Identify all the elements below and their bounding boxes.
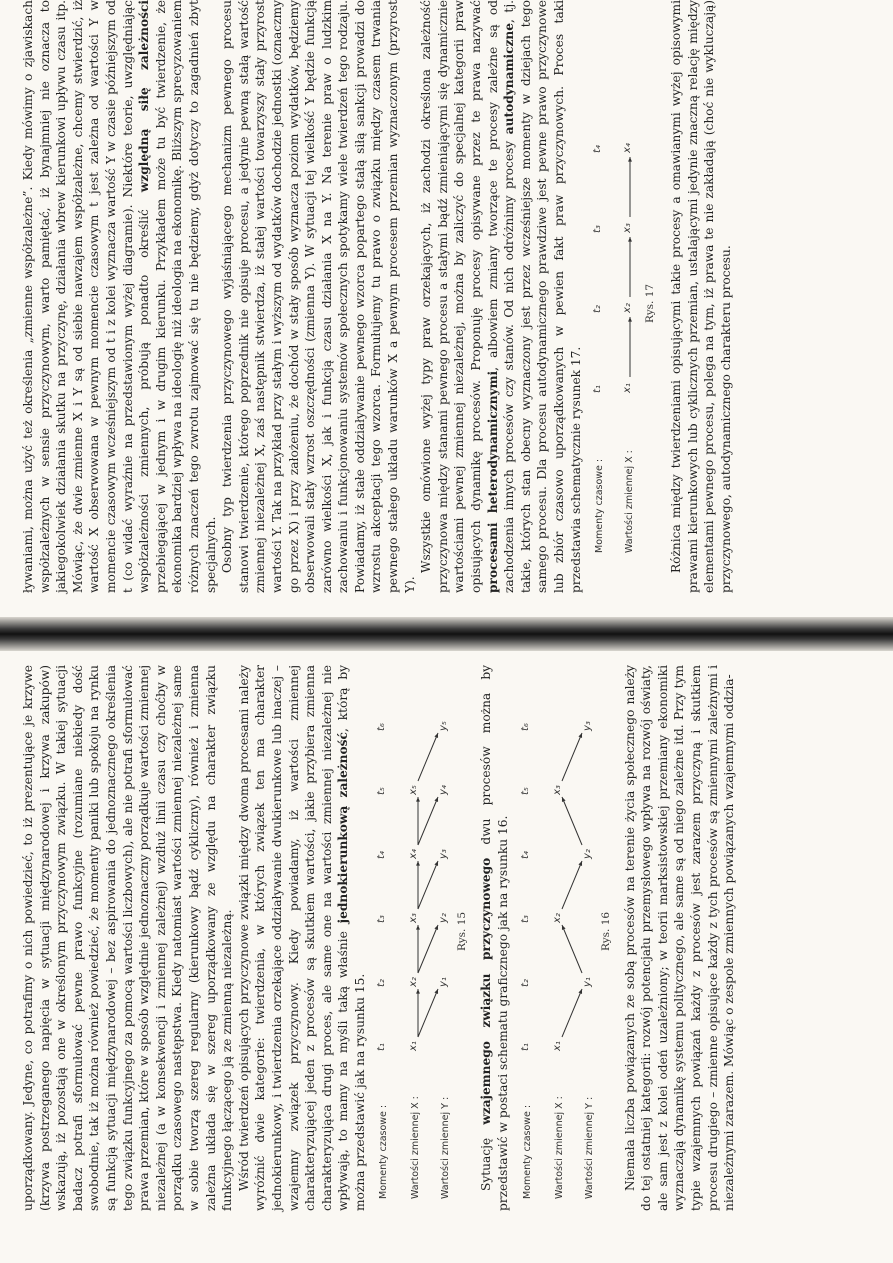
fig15-x-2: x₂: [408, 977, 420, 987]
fig17-arrow-1-head: [628, 317, 632, 322]
fig16-y-2: y₂: [581, 849, 593, 859]
right-paragraph-3-a: Wszystkie omówione wyżej typy praw orzekających, iż zachodzi określona zależność przyczynowa między stanami pewnego procesu a stałymi bądź zmieniającymi się dynamicznie wartościami pewnej zmiennej niezależnej, można by zaliczyć do specjalnej kategorii praw opisujących dynamikę procesów. Proponuję procesy opisywane przez te prawa nazywać: [419, 0, 484, 593]
right-paragraph-3-end: , tj. takie, których stan obecny wyznaczony jest przez wcześniejsze momenty w dziejach tego samego procesu. Dla procesu autodynamicznego prawdziwe jest pewne prawo przyczynowe lub zbiór czasowo uporządkowanych w pewien fakt praw przyczynowych. Proces taki przedstawia schematycznie rysunek 17.: [502, 0, 583, 593]
fig15-x-label: Wartości zmiennej X :: [410, 1096, 422, 1199]
fig15-caption: Rys. 15: [456, 911, 469, 951]
fig15-y-5: y₅: [438, 721, 450, 731]
fig16-time-1: t₁: [519, 1043, 531, 1051]
fig16-arrow-x3-y-head: [578, 733, 582, 738]
right-paragraph-3: [418, 0, 584, 593]
fig17-time-label: Momenty czasowe :: [594, 458, 606, 553]
fig15-arrow-x5-head: [435, 733, 439, 738]
fig15-arrow-x1-head: [435, 989, 439, 994]
fig16-y-label: Wartości zmiennej Y :: [583, 1096, 595, 1199]
fig15-y-4: y₄: [438, 785, 450, 795]
right-paragraph-1-bold: względną siłę zależności: [137, 0, 152, 193]
fig16-x-label: Wartości zmiennej X :: [553, 1096, 565, 1199]
fig16-arrow-x3-y: [562, 733, 582, 781]
fig15-y-1: y₁: [438, 977, 450, 987]
fig15-y-label: Wartości zmiennej Y :: [440, 1096, 452, 1199]
fig15-time-6: t₆: [376, 723, 388, 731]
fig15-arrow-xx1-head: [417, 989, 421, 994]
fig17-x-4: x₄: [622, 143, 634, 153]
fig15-x-3: x₃: [408, 913, 420, 923]
fig15-arrow-x2: [418, 925, 438, 973]
fig15-time-1: t₁: [376, 1043, 388, 1051]
fig16-y-1: y₁: [581, 977, 593, 987]
left-paragraph-3-b: dwu procesów można by przedstawić w postaci schematu graficznego jak na rysunku 16.: [479, 664, 511, 1211]
fig16-arrow-x2-y-head: [578, 861, 582, 866]
fig15-arrow-x1: [418, 989, 438, 1037]
left-paragraph-2-bold: jednokierunkową zależność: [336, 732, 351, 924]
left-paragraph-3-bold: wzajemnego związku przyczynowego: [479, 857, 494, 1125]
fig16-time-2: t₂: [519, 979, 531, 987]
right-paragraph-1: [20, 0, 219, 593]
figure-17: [590, 0, 660, 593]
fig15-time-3: t₃: [376, 915, 388, 923]
fig15-x-1: x₁: [408, 1041, 420, 1051]
fig16-time-6: t₆: [519, 723, 531, 731]
fig17-time-3: t₃: [592, 225, 604, 233]
right-paragraph-2: Osobny typ twierdzenia przyczynowego wyjaśniającego mechanizm pewnego procesu stanowi twierdzenie, którego poprzednik nie opisuje procesu, a jedynie pewną stałą wartość zmiennej niezależnej X, zaś następnik stwierdza, iż stałej wartości towarzyszy stały przyrost wartości Y. Tak na przykład przy stałym i wyższym od wydatków dochodzie jednostki (oznaczmy go przez X) i przy założeniu, że dochód w stały sposób wyznacza poziom wydatków, będziemy obserwowali stały wzrost oszczędności (zmienna Y). W sytuacji tej wielkość Y będzie funkcją zarówno wielkości X, jak i funkcją czasu działania X na Y. Na terenie praw o ludzkim zachowaniu i funkcjonowaniu systemów społecznych spotykamy wiele twierdzeń tego rodzaju. Powiadamy, iż stałe oddziaływanie pewnego wzorca popartego stałą siłą sankcji prowadzi do wzrostu akceptacji tego wzorca. Formułujemy tu prawo o związku między czasem trwania pewnego stałego układu warunków X a pewnym procesem przemian wyznaczonym (przyrost Y).: [220, 0, 417, 593]
left-paragraph-2-end: , którą by można przedstawić jak na rysunku 15.: [336, 665, 367, 1211]
left-page: [0, 647, 893, 1263]
fig17-x-2: x₂: [622, 303, 634, 313]
fig15-arrow-x3-head: [435, 861, 439, 866]
fig16-y-3: y₃: [581, 721, 593, 731]
fig15-arrow-x5: [418, 733, 438, 781]
fig16-arrow-x2-y: [562, 861, 582, 909]
fig15-time-2: t₂: [376, 979, 388, 987]
left-paragraph-1: uporządkowany. Jedyne, co potrafimy o nich powiedzieć, to iż prezentujące je krzywe (krzywa postrzeganego napięcia w sytuacji międzynarodowej i krzywa zakupów) wskazują, iż pozostają one w określonym przyczynowym związku. W takiej sytuacji badacz potrafi sformułować pewne prawo funkcyjne (rozumiane niekiedy dość swobodnie, tak iż można również powiedzieć, że momenty paniki lub spokoju na rynku są funkcją sytuacji międzynarodowej – bez aspirowania do jednoznacznego określenia tego związku funkcyjnego za pomocą wartości liczbowych), ale nie potrafi sformułować prawa przemian, które w sposób względnie jednoznaczny porządkuje wartości zmiennej niezależnej (a w konsekwencji i zmiennej zależnej) wzdłuż linii czasu czy choćby w porządku czasowego następstwa. Kiedy natomiast wartości zmiennej niezależnej same w sobie tworzą szereg regularny (kierunkowy bądź cykliczny), również i zmienna zależna układa się w szereg uporządkowany ze względu na charakter związku funkcyjnego łączącego ją ze zmienną niezależną.: [21, 665, 235, 1211]
fig15-x-5: x₅: [408, 785, 420, 795]
fig17-x-3: x₃: [622, 223, 634, 233]
fig16-x-2: x₂: [551, 913, 563, 923]
fig16-caption: Rys. 16: [599, 911, 612, 951]
fig16-arrow-x1-y-head: [578, 989, 582, 994]
fig16-x-1: x₁: [551, 1041, 563, 1051]
fig15-time-4: t₄: [376, 851, 388, 859]
fig15-arrow-xx3-head: [417, 861, 421, 866]
left-paragraph-4: Niemała liczba powiązanych ze sobą procesów na terenie życia społecznego należy do tej ostatniej kategorii: rozwój potencjału przemysłowego wpływa na rozwój oświaty, ale sam jest z kolei odeń uzależniony; w teorii marksistowskiej przemiany ekonomiki wyznaczają dynamikę systemu politycznego, ale same są od niego zależne itd. Przy tym typie wzajemnych powiązań każdy z procesów jest zarazem przyczyną i skutkiem procesu drugiego – zmienne opisujące każdy z tych procesów są zmiennymi zależnymi i niezależnymi zarazem. Mówiąc o zespole zmiennych powiązanych wzajemnymi oddzia-: [622, 665, 737, 1211]
fig16-time-label: Momenty czasowe :: [521, 1104, 533, 1199]
figure-15: [374, 665, 470, 1211]
fig16-arrow-y1-x: [562, 925, 582, 973]
right-paragraph-1-end: przebiegającej w jednym i w drugim kierunku. Przykładem może tu być twierdzenie, że ekonomika bardziej wpływa na ideologię niż ideologia na ekonomikę. Bliższym sprecyzowaniem różnych znaczeń tego zwrotu zajmować się tu nie będziemy, gdyż dotyczy to zagadnień zbyt specjalnych.: [153, 0, 218, 593]
left-paragraph-3-a: Sytuację: [479, 1137, 494, 1191]
fig17-arrow-3-head: [628, 157, 632, 162]
fig15-arrow-x2-head: [435, 925, 439, 930]
fig16-time-4: t₄: [519, 851, 531, 859]
fig15-y-3: y₃: [438, 849, 450, 859]
fig16-time-5: t₅: [519, 787, 531, 795]
fig15-time-label: Momenty czasowe :: [378, 1104, 390, 1199]
right-paragraph-1-text: ływaniami, można użyć też określenia „zmienne współzależne”. Kiedy mówimy o zjawiskach współzależnych w sensie przyczynowym, warto pamiętać, iż bynajmniej nie oznacza to jakiegokolwiek działania skutku na przyczynę, działania wbrew kierunkowi upływu czasu itp. Mówiąc, że dwie zmienne X i Y są od siebie nawzajem współzależne, chcemy stwierdzić, iż wartość X obserwowana w pewnym momencie czasowym t jest zależna od wartości Y w momencie czasowym wcześniejszym od t i z kolei wyznacza wartość Y w czasie późniejszym od t (co widać wyraźnie na przedstawionym wyżej diagramie). Niektóre teorie, uwzględniając współzależności zmiennych, próbują ponadto określić: [21, 0, 152, 593]
fig17-x-1: x₁: [622, 383, 634, 393]
fig17-time-2: t₂: [592, 305, 604, 313]
right-paragraph-4: Różnica między twierdzeniami opisującymi takie procesy a omawianymi wyżej opisowymi prawami kierunkowych lub cyklicznych przemian, ustalającymi jedynie znaczną relację między elementami pewnego procesu, polega na tym, iż prawa te nie zakładają (choć nie wykluczają) przyczynowego, autodynamicznego charakteru procesu.: [669, 0, 733, 593]
fig17-caption: Rys. 17: [644, 283, 657, 323]
left-paragraph-2: [236, 665, 369, 1211]
fig17-time-4: t₄: [592, 145, 604, 153]
figure-16: [518, 665, 614, 1211]
fig17-x-label: Wartości zmiennej X :: [624, 450, 636, 553]
fig16-arrow-y1-x-head: [562, 925, 566, 930]
fig16-arrow-x1-y: [562, 989, 582, 1037]
fig16-arrow-y2-x-head: [562, 797, 566, 802]
right-page: [0, 0, 893, 623]
right-paragraph-3-bold2: autodynamiczne: [502, 22, 517, 135]
left-paragraph-3: [478, 665, 511, 1211]
fig16-arrow-y2-x: [562, 797, 582, 845]
right-paragraph-3-mid: , albowiem zmiany tworzące te procesy zależne są od zachodzenia innych procesów czy stanów. Od nich odróżnimy procesy: [485, 0, 517, 593]
fig15-time-5: t₅: [376, 787, 388, 795]
fig15-x-4: x₄: [408, 849, 420, 859]
fig15-arrow-x3: [418, 861, 438, 909]
fig16-time-3: t₃: [519, 915, 531, 923]
fig15-y-2: y₂: [438, 913, 450, 923]
fig15-arrow-x4: [418, 797, 438, 845]
right-paragraph-3-bold1: procesami heterodynamicznymi: [485, 370, 500, 593]
fig15-arrow-xx4-head: [417, 797, 421, 802]
fig15-arrow-x4-head: [435, 797, 439, 802]
fig17-time-1: t₁: [592, 385, 604, 393]
fig17-arrow-2-head: [628, 237, 632, 242]
left-paragraph-2-text: Wśród twierdzeń opisujących przyczynowe związki między dwoma procesami należy wyróżnić dwie kategorie: twierdzenia, w których związek ten ma charakter jednokierunkowy, i twierdzenia orzekające oddziaływanie dwukierunkowe lub inaczej – wzajemny związek przyczynowy. Kiedy powiadamy, iż wartości zmiennej charakteryzującej jeden z procesów są skutkiem wartości, jakie przybiera zmienna charakteryzująca drugi proces, ale same one na wartości zmiennej niezależnej nie wpływają, to mamy na myśli taką właśnie: [236, 665, 351, 1211]
fig16-x-3: x₃: [551, 785, 563, 795]
fig15-arrow-xx2-head: [417, 925, 421, 930]
